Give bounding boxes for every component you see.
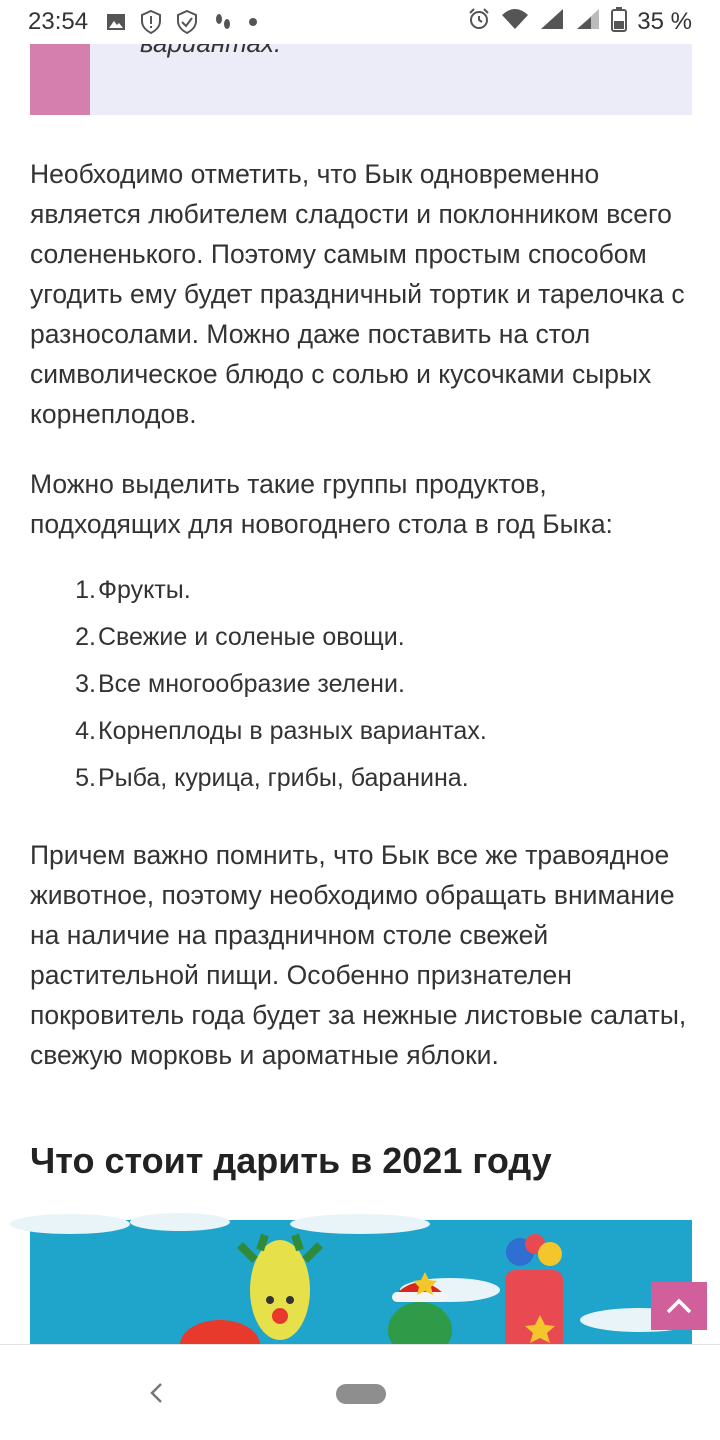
list-text: Свежие и соленые овощи. (98, 623, 405, 651)
quote-block (30, 44, 692, 115)
list-text: Корнеплоды в разных вариантах. (98, 717, 487, 745)
section-heading: Что стоит дарить в 2021 году (30, 1140, 552, 1181)
list-number: 1. (75, 576, 96, 604)
shield-check-icon (176, 10, 198, 34)
product-list (30, 568, 690, 803)
gummy-candies-illustration (30, 1220, 692, 1350)
list-item (30, 615, 690, 662)
list-item (30, 662, 690, 709)
list-number: 3. (75, 670, 96, 698)
article-paragraph: Необходимо отметить, что Бык одновременно является любителем сладости и поклонником всего солененького. Поэтому самым простым способом угодить ему будет праздничный тортик и тарелочка с разносолами. Можно даже поставить на стол символическое блюдо с солью и кусочками сырых корнеплодов. (30, 159, 685, 429)
alarm-icon (467, 7, 491, 38)
list-item (30, 568, 690, 615)
dot-icon (248, 17, 258, 27)
chevron-up-icon (665, 1297, 693, 1315)
navigation-bar (0, 1344, 720, 1440)
list-text: Рыба, курица, грибы, баранина. (98, 764, 469, 792)
home-pill-icon[interactable] (336, 1384, 386, 1404)
article-paragraph: Причем важно помнить, что Бык все же травоядное животное, поэтому необходимо обращать внимание на наличие на праздничном столе свежей растительной пищи. Особенно признателен покровитель года будет за нежные листовые салаты, свежую морковь и ароматные яблоки. (30, 840, 687, 1070)
wifi-icon (501, 7, 529, 38)
status-time: 23:54 (28, 8, 89, 35)
back-icon (148, 1381, 164, 1405)
list-number: 4. (75, 717, 96, 745)
back-button[interactable] (140, 1373, 172, 1413)
list-text: Все многообразие зелени. (98, 670, 405, 698)
signal-icon (539, 7, 565, 38)
battery-icon (611, 6, 627, 39)
list-item (30, 756, 690, 803)
image-icon (106, 12, 126, 32)
status-bar (0, 0, 720, 44)
list-text: Фрукты. (98, 576, 191, 604)
list-item (30, 709, 690, 756)
battery-level: 35 % (637, 8, 692, 35)
article-paragraph: Можно выделить такие группы продуктов, подходящих для новогоднего стола в год Быка: (30, 469, 613, 539)
list-number: 5. (75, 764, 96, 792)
scroll-to-top-button[interactable] (651, 1282, 707, 1330)
article-image (30, 1220, 692, 1350)
article-content[interactable] (0, 44, 720, 1344)
shield-alert-icon (140, 10, 162, 34)
steps-icon (212, 11, 234, 33)
signal-icon (575, 7, 601, 38)
list-number: 2. (75, 623, 96, 651)
